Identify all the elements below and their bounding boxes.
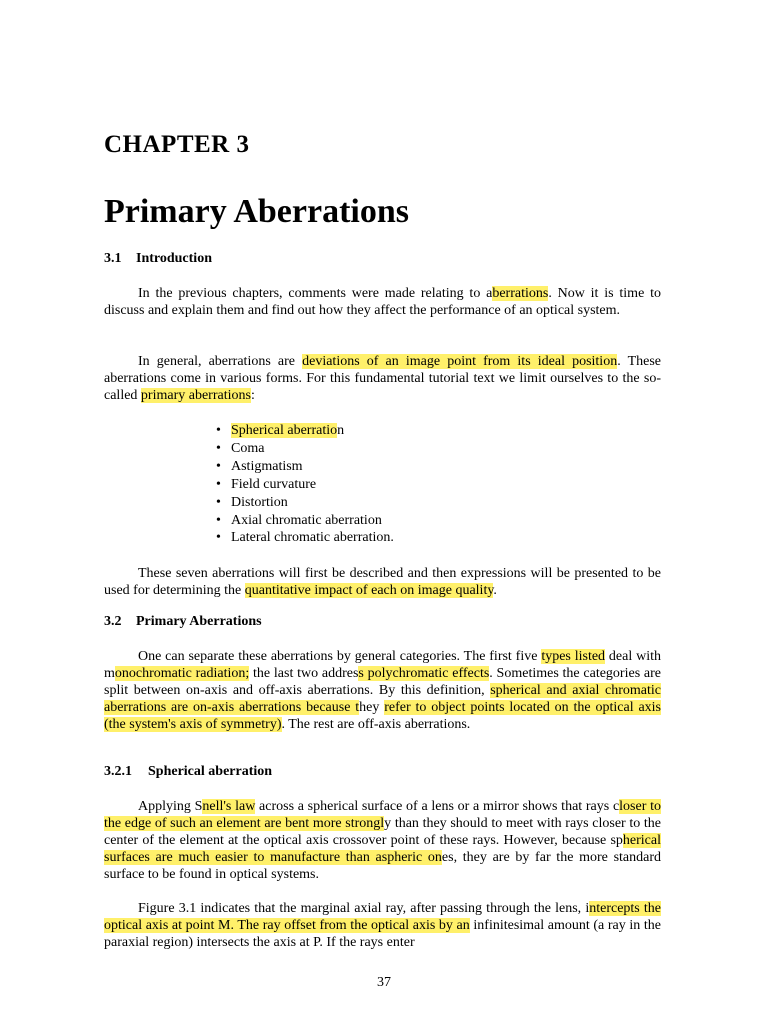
highlighted-text: types listed [541, 649, 606, 664]
list-item: • Axial chromatic aberration [213, 512, 394, 530]
section-number: 3.2 [104, 614, 122, 629]
highlighted-text: berrations [492, 286, 549, 301]
highlighted-text: refer to object points located on the optical axis (the system's axis of symmetry) [104, 700, 662, 732]
list-item: • Coma [213, 440, 394, 458]
paragraph-categories [104, 648, 661, 733]
highlighted-text: spherical and axial chromatic aberrations are on-axis aberrations because t [104, 683, 661, 715]
highlighted-text: herical surfaces are much easier to manufacture than aspheric on [104, 833, 661, 865]
text-run: hey [359, 700, 385, 715]
section-heading-spherical-aberration [104, 764, 272, 780]
text-run: y than they should to meet with rays closer to the center of the element at the optical axis crossover point of these rays. However, because sp [104, 816, 662, 848]
aberration-list [213, 422, 394, 547]
text-run: . These aberrations come in various forms. For this fundamental tutorial text we limit ourselves to the so-called [104, 354, 661, 403]
text-run: . The rest are off-axis aberrations. [281, 717, 471, 732]
text-run: infinitesimal amount (a ray in the paraxial region) intersects the axis at P. If the rays enter [104, 918, 661, 950]
section-number: 3.2.1 [104, 764, 132, 779]
text-run: . [493, 583, 497, 598]
highlighted-text: deviations of an image point from its ideal position [302, 354, 618, 369]
section-heading-primary-aberrations [104, 614, 262, 630]
list-item [213, 422, 394, 440]
highlighted-text: onochromatic radiation; [114, 666, 250, 681]
paragraph-intro [104, 285, 661, 319]
text-run: across a spherical surface of a lens or a mirror shows that rays c [255, 799, 620, 814]
highlighted-text: loser to the edge of such an element are bent more strongl [104, 799, 661, 831]
list-item: • Lateral chromatic aberration. [213, 529, 394, 547]
text-run: . Sometimes the categories are split between on-axis and off-axis aberrations. By this definition, [104, 666, 661, 698]
section-number: 3.1 [104, 251, 122, 266]
list-item: • Distortion [213, 494, 394, 512]
chapter-title: Primary Aberrations [104, 193, 409, 230]
list-item: • Field curvature [213, 476, 394, 494]
page-number: 37 [377, 975, 391, 990]
text-run: : [250, 388, 255, 403]
text-run: es, they are by far the more standard surface to be found in optical systems. [104, 850, 661, 882]
text-run: In the previous chapters, comments were made relating to a [138, 286, 493, 301]
section-title: Primary Aberrations [136, 614, 262, 629]
text-run: These seven aberrations will first be described and then expressions will be presented to be used for determining the [104, 566, 661, 598]
section-title: Spherical aberration [148, 764, 273, 779]
highlighted-text: s polychromatic effects [358, 666, 490, 681]
text-run: One can separate these aberrations by general categories. The first five [138, 649, 542, 664]
text-run: . Now it is time to discuss and explain them and find out how they affect the performance of an optical system. [104, 286, 661, 318]
paragraph-snells-law [104, 798, 661, 883]
text-run: n [337, 423, 345, 438]
highlighted-text: quantitative impact of each on image quality [244, 583, 494, 598]
text-run: In general, aberrations are [138, 354, 303, 369]
paragraph-general [104, 353, 661, 404]
text-run: Figure 3.1 indicates that the marginal axial ray, after passing through the lens, i [138, 901, 590, 916]
chapter-label: CHAPTER 3 [104, 131, 250, 158]
list-item: • Astigmatism [213, 458, 394, 476]
text-run: the last two addres [249, 666, 359, 681]
text-run: Applying S [138, 799, 203, 814]
text-run: deal with m [104, 649, 661, 681]
highlighted-text: primary aberrations [140, 388, 251, 403]
highlighted-text: Spherical aberratio [231, 423, 338, 438]
section-heading-introduction [104, 251, 212, 267]
highlighted-text: ntercepts the optical axis at point M. The ray offset from the optical axis by an [104, 901, 661, 933]
highlighted-text: nell's law [202, 799, 256, 814]
paragraph-seven-aberrations [104, 565, 661, 599]
section-title: Introduction [136, 251, 212, 266]
paragraph-figure-reference [104, 900, 661, 951]
